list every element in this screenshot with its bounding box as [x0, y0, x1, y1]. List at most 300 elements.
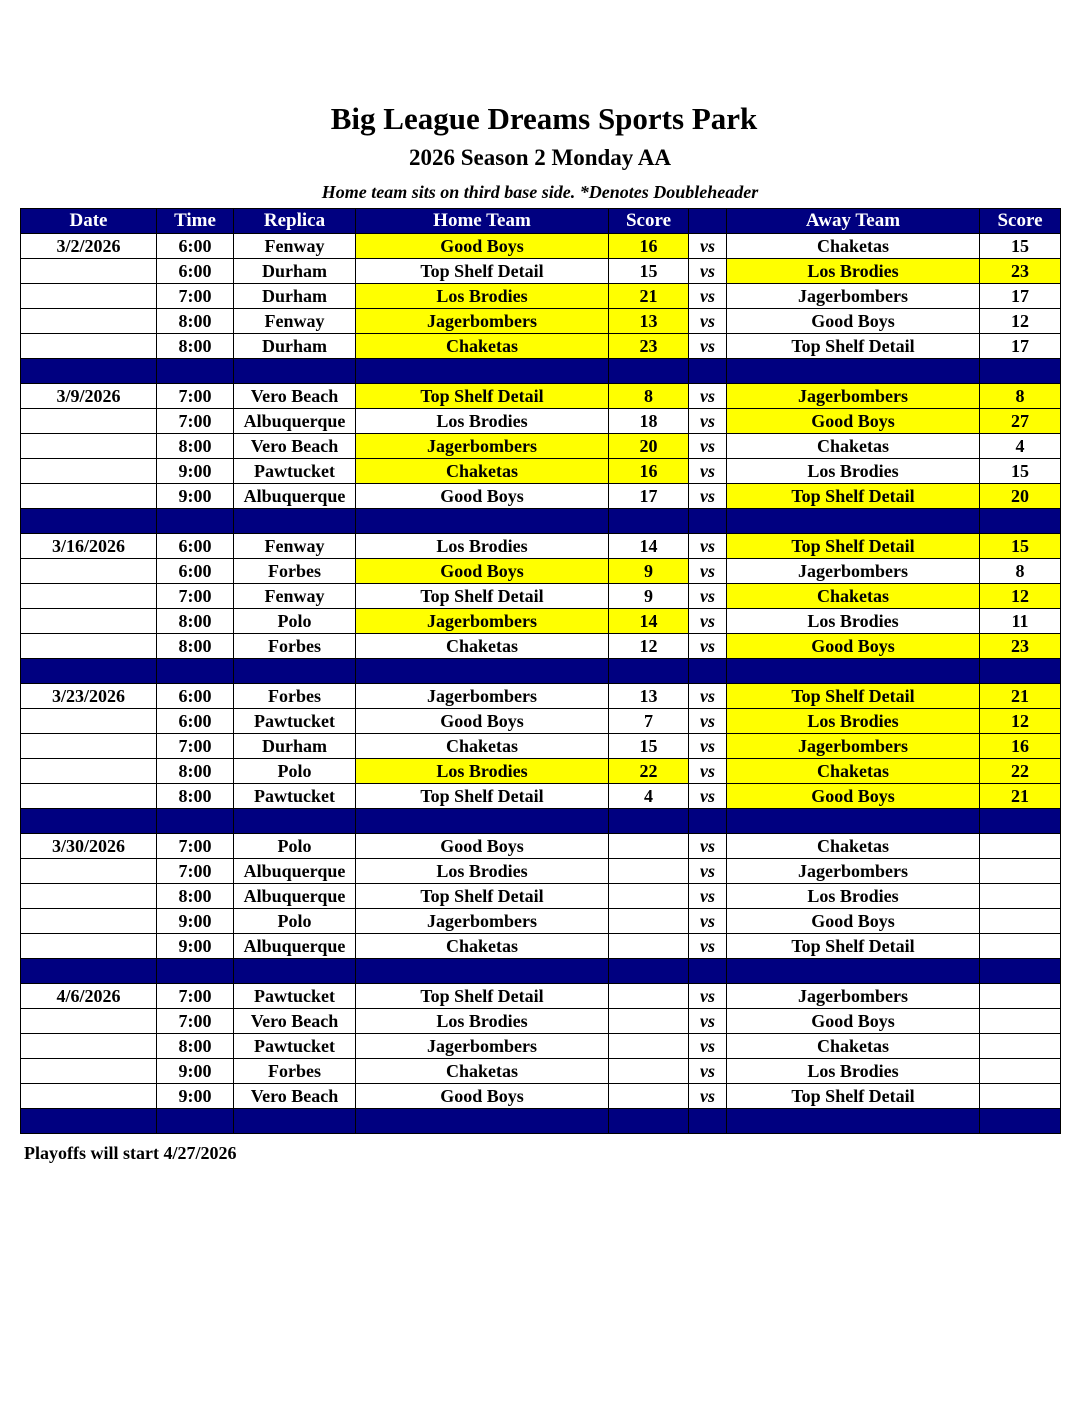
separator-cell: [234, 1109, 356, 1134]
game-date: [21, 884, 157, 909]
game-time: 7:00: [157, 834, 234, 859]
separator-cell: [157, 809, 234, 834]
away-team: Top Shelf Detail: [727, 484, 980, 509]
game-row: [21, 1034, 1061, 1059]
away-score: [980, 884, 1061, 909]
game-row: [21, 859, 1061, 884]
game-date: [21, 259, 157, 284]
home-score: 20: [609, 434, 689, 459]
away-team: Top Shelf Detail: [727, 934, 980, 959]
game-replica: Durham: [234, 259, 356, 284]
away-score: [980, 984, 1061, 1009]
game-row: [21, 934, 1061, 959]
home-team: Good Boys: [356, 484, 609, 509]
game-date: [21, 409, 157, 434]
away-score: 4: [980, 434, 1061, 459]
home-team: Jagerbombers: [356, 434, 609, 459]
away-team: Los Brodies: [727, 884, 980, 909]
game-row: [21, 384, 1061, 409]
away-score: 12: [980, 309, 1061, 334]
separator-cell: [727, 809, 980, 834]
separator-cell: [689, 659, 727, 684]
game-replica: Vero Beach: [234, 1084, 356, 1109]
vs-label: vs: [689, 759, 727, 784]
home-team: Chaketas: [356, 734, 609, 759]
game-row: [21, 309, 1061, 334]
col-header-time: Time: [157, 209, 234, 234]
game-time: 6:00: [157, 259, 234, 284]
game-replica: Albuquerque: [234, 859, 356, 884]
game-replica: Fenway: [234, 234, 356, 259]
game-date: [21, 734, 157, 759]
separator-cell: [980, 959, 1061, 984]
home-team: Jagerbombers: [356, 1034, 609, 1059]
vs-label: vs: [689, 1084, 727, 1109]
away-score: 15: [980, 234, 1061, 259]
home-score: [609, 934, 689, 959]
game-date: [21, 1034, 157, 1059]
game-replica: Forbes: [234, 684, 356, 709]
separator-cell: [234, 959, 356, 984]
away-score: 8: [980, 384, 1061, 409]
game-row: [21, 684, 1061, 709]
separator-cell: [727, 959, 980, 984]
game-time: 8:00: [157, 334, 234, 359]
home-team: Jagerbombers: [356, 684, 609, 709]
game-replica: Durham: [234, 334, 356, 359]
separator-cell: [21, 359, 157, 384]
separator-cell: [21, 659, 157, 684]
game-replica: Albuquerque: [234, 884, 356, 909]
game-time: 7:00: [157, 384, 234, 409]
home-score: [609, 834, 689, 859]
game-time: 8:00: [157, 784, 234, 809]
game-row: [21, 984, 1061, 1009]
game-replica: Vero Beach: [234, 384, 356, 409]
home-score: [609, 859, 689, 884]
week-separator-row: [21, 659, 1061, 684]
home-team: Top Shelf Detail: [356, 984, 609, 1009]
separator-cell: [689, 959, 727, 984]
separator-cell: [21, 1109, 157, 1134]
game-date: 3/16/2026: [21, 534, 157, 559]
separator-cell: [689, 509, 727, 534]
vs-label: vs: [689, 384, 727, 409]
separator-cell: [21, 509, 157, 534]
col-header-home-score: Score: [609, 209, 689, 234]
vs-label: vs: [689, 484, 727, 509]
game-time: 7:00: [157, 859, 234, 884]
home-score: 14: [609, 609, 689, 634]
separator-cell: [980, 659, 1061, 684]
away-score: 20: [980, 484, 1061, 509]
home-score: [609, 1034, 689, 1059]
vs-label: vs: [689, 409, 727, 434]
game-time: 7:00: [157, 984, 234, 1009]
week-separator-row: [21, 809, 1061, 834]
game-date: [21, 484, 157, 509]
vs-label: vs: [689, 909, 727, 934]
away-score: 23: [980, 259, 1061, 284]
away-score: 12: [980, 584, 1061, 609]
vs-label: vs: [689, 934, 727, 959]
home-score: 7: [609, 709, 689, 734]
game-date: [21, 584, 157, 609]
doubleheader-note: Home team sits on third base side. *Denotes Doubleheader: [321, 182, 759, 202]
home-score: 23: [609, 334, 689, 359]
home-team: Jagerbombers: [356, 609, 609, 634]
separator-cell: [609, 659, 689, 684]
week-separator-row: [21, 509, 1061, 534]
away-score: [980, 834, 1061, 859]
game-replica: Polo: [234, 909, 356, 934]
separator-cell: [157, 959, 234, 984]
game-row: [21, 484, 1061, 509]
game-date: [21, 909, 157, 934]
separator-cell: [609, 959, 689, 984]
game-date: [21, 934, 157, 959]
home-score: 22: [609, 759, 689, 784]
home-team: Los Brodies: [356, 284, 609, 309]
separator-cell: [234, 359, 356, 384]
separator-cell: [980, 509, 1061, 534]
separator-cell: [727, 1109, 980, 1134]
game-row: [21, 759, 1061, 784]
vs-label: vs: [689, 609, 727, 634]
game-time: 9:00: [157, 459, 234, 484]
separator-cell: [21, 959, 157, 984]
home-team: Top Shelf Detail: [356, 784, 609, 809]
separator-cell: [234, 659, 356, 684]
home-team: Chaketas: [356, 334, 609, 359]
home-team: Chaketas: [356, 934, 609, 959]
away-team: Chaketas: [727, 834, 980, 859]
col-header-replica: Replica: [234, 209, 356, 234]
away-score: [980, 859, 1061, 884]
game-time: 7:00: [157, 284, 234, 309]
separator-cell: [234, 809, 356, 834]
home-team: Chaketas: [356, 459, 609, 484]
separator-cell: [980, 1109, 1061, 1134]
week-separator-row: [21, 359, 1061, 384]
game-row: [21, 609, 1061, 634]
game-time: 6:00: [157, 709, 234, 734]
vs-label: vs: [689, 334, 727, 359]
game-time: 9:00: [157, 1084, 234, 1109]
game-replica: Pawtucket: [234, 784, 356, 809]
home-team: Los Brodies: [356, 409, 609, 434]
game-replica: Forbes: [234, 1059, 356, 1084]
away-team: Los Brodies: [727, 709, 980, 734]
game-time: 7:00: [157, 734, 234, 759]
home-team: Chaketas: [356, 634, 609, 659]
away-team: Chaketas: [727, 434, 980, 459]
separator-cell: [727, 509, 980, 534]
game-date: 3/23/2026: [21, 684, 157, 709]
game-row: [21, 409, 1061, 434]
home-score: 9: [609, 559, 689, 584]
home-score: 13: [609, 684, 689, 709]
game-replica: Durham: [234, 734, 356, 759]
home-score: [609, 1059, 689, 1084]
away-team: Good Boys: [727, 1009, 980, 1034]
home-score: 17: [609, 484, 689, 509]
game-row: [21, 634, 1061, 659]
away-score: 17: [980, 334, 1061, 359]
separator-cell: [980, 809, 1061, 834]
game-replica: Vero Beach: [234, 1009, 356, 1034]
game-row: [21, 334, 1061, 359]
game-date: 3/2/2026: [21, 234, 157, 259]
col-header-home-team: Home Team: [356, 209, 609, 234]
game-replica: Fenway: [234, 534, 356, 559]
game-time: 8:00: [157, 609, 234, 634]
game-time: 6:00: [157, 534, 234, 559]
vs-label: vs: [689, 684, 727, 709]
home-team: Los Brodies: [356, 534, 609, 559]
separator-cell: [980, 359, 1061, 384]
away-team: Good Boys: [727, 409, 980, 434]
away-score: 11: [980, 609, 1061, 634]
col-header-away-score: Score: [980, 209, 1061, 234]
vs-label: vs: [689, 284, 727, 309]
vs-label: vs: [689, 1009, 727, 1034]
away-team: Good Boys: [727, 634, 980, 659]
game-replica: Albuquerque: [234, 484, 356, 509]
game-date: [21, 1059, 157, 1084]
game-row: [21, 1084, 1061, 1109]
game-replica: Polo: [234, 834, 356, 859]
home-team: Good Boys: [356, 709, 609, 734]
game-time: 8:00: [157, 1034, 234, 1059]
away-team: Los Brodies: [727, 609, 980, 634]
away-score: [980, 1009, 1061, 1034]
game-replica: Pawtucket: [234, 984, 356, 1009]
separator-cell: [157, 359, 234, 384]
game-time: 7:00: [157, 1009, 234, 1034]
away-team: Top Shelf Detail: [727, 1084, 980, 1109]
game-date: [21, 1084, 157, 1109]
schedule-body: [21, 234, 1061, 1134]
vs-label: vs: [689, 259, 727, 284]
game-time: 8:00: [157, 634, 234, 659]
game-row: [21, 459, 1061, 484]
game-replica: Albuquerque: [234, 934, 356, 959]
game-replica: Pawtucket: [234, 459, 356, 484]
game-time: 8:00: [157, 884, 234, 909]
away-score: 23: [980, 634, 1061, 659]
game-row: [21, 559, 1061, 584]
home-score: 14: [609, 534, 689, 559]
away-team: Los Brodies: [727, 459, 980, 484]
separator-cell: [727, 659, 980, 684]
home-score: [609, 984, 689, 1009]
away-team: Jagerbombers: [727, 859, 980, 884]
game-replica: Pawtucket: [234, 709, 356, 734]
game-date: [21, 609, 157, 634]
home-score: 15: [609, 259, 689, 284]
home-team: Los Brodies: [356, 1009, 609, 1034]
home-score: 16: [609, 234, 689, 259]
home-team: Good Boys: [356, 234, 609, 259]
away-score: 12: [980, 709, 1061, 734]
playoffs-note: Playoffs will start 4/27/2026: [24, 1143, 237, 1163]
game-date: [21, 1009, 157, 1034]
col-header-date: Date: [21, 209, 157, 234]
home-score: 15: [609, 734, 689, 759]
game-row: [21, 909, 1061, 934]
separator-cell: [234, 509, 356, 534]
game-date: [21, 334, 157, 359]
away-score: 15: [980, 459, 1061, 484]
game-date: [21, 434, 157, 459]
game-time: 9:00: [157, 909, 234, 934]
vs-label: vs: [689, 734, 727, 759]
game-row: [21, 1059, 1061, 1084]
vs-label: vs: [689, 309, 727, 334]
game-row: [21, 784, 1061, 809]
game-time: 9:00: [157, 1059, 234, 1084]
away-team: Los Brodies: [727, 1059, 980, 1084]
home-team: Top Shelf Detail: [356, 884, 609, 909]
away-team: Top Shelf Detail: [727, 334, 980, 359]
separator-cell: [157, 509, 234, 534]
away-team: Chaketas: [727, 759, 980, 784]
home-score: 12: [609, 634, 689, 659]
game-date: 4/6/2026: [21, 984, 157, 1009]
away-score: 21: [980, 684, 1061, 709]
home-score: 21: [609, 284, 689, 309]
game-time: 6:00: [157, 234, 234, 259]
game-replica: Vero Beach: [234, 434, 356, 459]
away-team: Top Shelf Detail: [727, 684, 980, 709]
page-title: Big League Dreams Sports Park: [330, 101, 758, 136]
away-team: Jagerbombers: [727, 284, 980, 309]
away-score: [980, 1059, 1061, 1084]
vs-label: vs: [689, 459, 727, 484]
game-row: [21, 834, 1061, 859]
separator-cell: [356, 659, 609, 684]
separator-cell: [689, 809, 727, 834]
home-team: Top Shelf Detail: [356, 384, 609, 409]
away-score: [980, 1034, 1061, 1059]
game-replica: Forbes: [234, 634, 356, 659]
game-time: 8:00: [157, 434, 234, 459]
home-team: Los Brodies: [356, 859, 609, 884]
game-replica: Fenway: [234, 584, 356, 609]
away-team: Jagerbombers: [727, 384, 980, 409]
away-team: Good Boys: [727, 784, 980, 809]
separator-cell: [609, 359, 689, 384]
separator-cell: [689, 1109, 727, 1134]
separator-cell: [21, 809, 157, 834]
game-row: [21, 709, 1061, 734]
game-row: [21, 734, 1061, 759]
away-team: Jagerbombers: [727, 559, 980, 584]
separator-cell: [157, 659, 234, 684]
home-score: [609, 884, 689, 909]
game-replica: Polo: [234, 609, 356, 634]
game-row: [21, 284, 1061, 309]
home-score: 9: [609, 584, 689, 609]
game-row: [21, 584, 1061, 609]
vs-label: vs: [689, 534, 727, 559]
away-team: Jagerbombers: [727, 984, 980, 1009]
home-team: Top Shelf Detail: [356, 584, 609, 609]
away-score: [980, 1084, 1061, 1109]
game-date: [21, 784, 157, 809]
game-time: 9:00: [157, 934, 234, 959]
game-date: [21, 634, 157, 659]
away-team: Los Brodies: [727, 259, 980, 284]
game-row: [21, 1009, 1061, 1034]
home-score: [609, 909, 689, 934]
game-date: 3/30/2026: [21, 834, 157, 859]
separator-cell: [609, 1109, 689, 1134]
game-replica: Polo: [234, 759, 356, 784]
separator-cell: [727, 359, 980, 384]
vs-label: vs: [689, 784, 727, 809]
separator-cell: [356, 809, 609, 834]
home-score: [609, 1084, 689, 1109]
game-time: 7:00: [157, 584, 234, 609]
game-row: [21, 884, 1061, 909]
home-team: Good Boys: [356, 1084, 609, 1109]
game-time: 7:00: [157, 409, 234, 434]
home-score: 16: [609, 459, 689, 484]
game-replica: Albuquerque: [234, 409, 356, 434]
game-date: [21, 559, 157, 584]
game-replica: Fenway: [234, 309, 356, 334]
vs-label: vs: [689, 559, 727, 584]
home-team: Top Shelf Detail: [356, 259, 609, 284]
schedule-table: [20, 208, 1061, 1134]
vs-label: vs: [689, 234, 727, 259]
away-score: [980, 909, 1061, 934]
away-score: 15: [980, 534, 1061, 559]
away-score: 16: [980, 734, 1061, 759]
vs-label: vs: [689, 584, 727, 609]
away-team: Good Boys: [727, 909, 980, 934]
week-separator-row: [21, 1109, 1061, 1134]
away-team: Jagerbombers: [727, 734, 980, 759]
away-score: 17: [980, 284, 1061, 309]
away-team: Chaketas: [727, 1034, 980, 1059]
separator-cell: [356, 509, 609, 534]
separator-cell: [356, 959, 609, 984]
vs-label: vs: [689, 1034, 727, 1059]
away-team: Chaketas: [727, 584, 980, 609]
separator-cell: [689, 359, 727, 384]
col-header-vs: [689, 209, 727, 234]
game-date: [21, 309, 157, 334]
vs-label: vs: [689, 834, 727, 859]
game-replica: Pawtucket: [234, 1034, 356, 1059]
away-score: [980, 934, 1061, 959]
home-team: Los Brodies: [356, 759, 609, 784]
home-score: 4: [609, 784, 689, 809]
vs-label: vs: [689, 884, 727, 909]
game-date: 3/9/2026: [21, 384, 157, 409]
away-team: Good Boys: [727, 309, 980, 334]
away-team: Chaketas: [727, 234, 980, 259]
away-team: Top Shelf Detail: [727, 534, 980, 559]
home-score: 8: [609, 384, 689, 409]
game-replica: Durham: [234, 284, 356, 309]
separator-cell: [356, 1109, 609, 1134]
game-row: [21, 259, 1061, 284]
away-score: 21: [980, 784, 1061, 809]
